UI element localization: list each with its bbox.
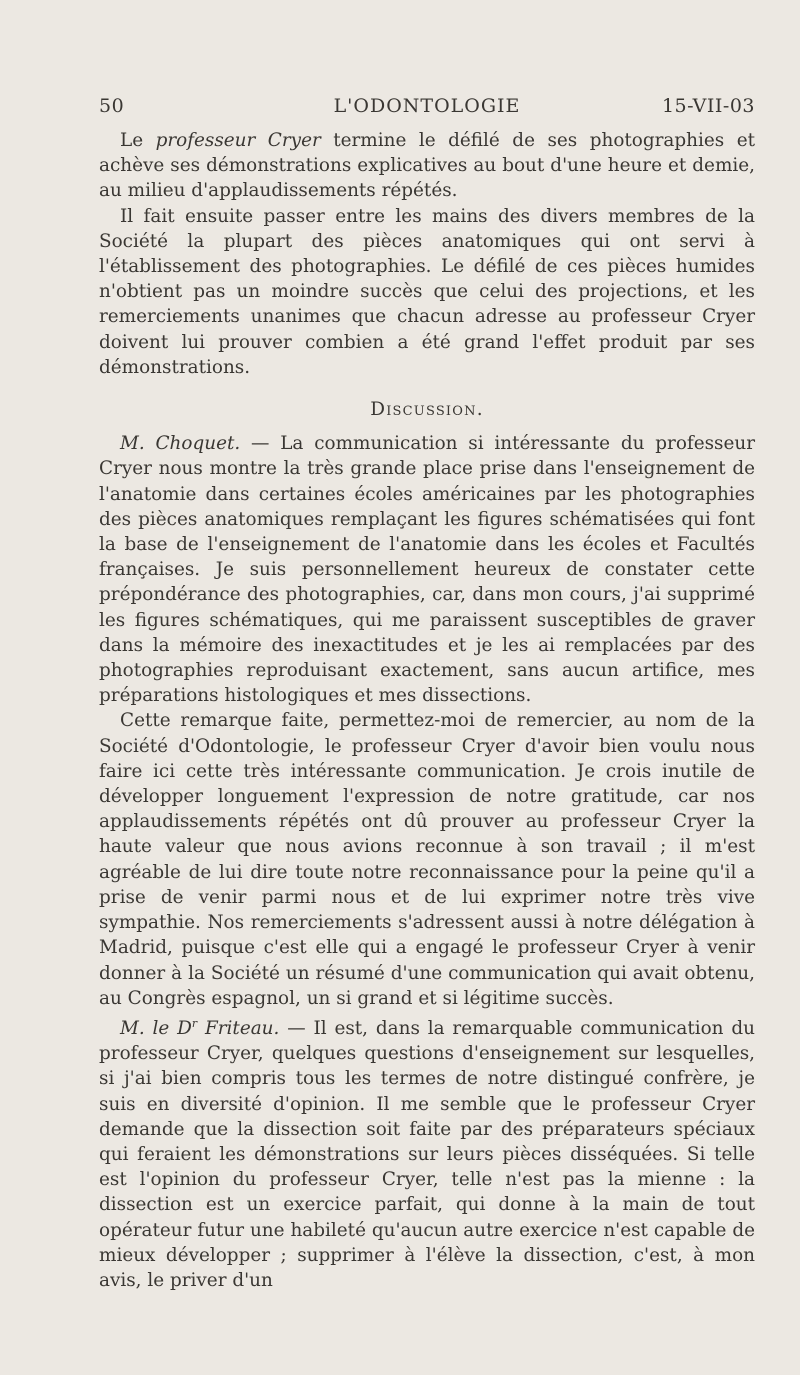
issue-date: 15-VII-03 [661,95,755,117]
speaker-name: M. Choquet. [120,433,241,455]
speaker-superscript: r [191,1016,198,1030]
paragraph-choquet [99,431,755,708]
speaker-surname: Friteau. [197,1017,280,1039]
speaker-name: professeur Cryer [155,130,321,151]
section-heading: Discussion. [370,399,484,421]
paragraph-text: Cette remarque faite, permettez-moi de remercier, au nom de la Société d'Odontologie, le professeur Cryer d'avoir bien voulu nous faire ici cette très intéressante communication. Je crois inutile de développer longuement l'expression de notre gratitude, car nos applaudissements répétés ont dû prouver au professeur Cryer la haute valeur que nous avions reconnue à son travail ; il m'est agréable de lui dire toute notre reconnaissance pour la peine qu'il a prise de venir parmi nous et de lui exprimer notre très vive sympathie. Nos remerciements s'adressent aussi à notre délégation à Madrid, puisque c'est elle qui a engagé le professeur Cryer à venir donner à la Société un résumé d'une communication qui avait obtenu, au Congrès espagnol, un si grand et si légitime succès. [99,710,755,1009]
paragraph-text: — La communication si intéressante du professeur Cryer nous montre la très grande place prise dans l'enseignement de l'anatomie dans certaines écoles américaines par les photographies des pièces anatomiques remplaçant les figures schématisées qui font la base de l'enseignement de l'anatomie dans les écoles et Facultés françaises. Je suis personnellement heureux de constater cette prépondérance des photographies, car, dans mon cours, j'ai supprimé les figures schématiques, qui me paraissent susceptibles de graver dans la mémoire des inexactitudes et je les ai remplacées par des photographies reproduisant exactement, sans aucun artifice, mes préparations histologiques et mes dissections. [99,433,755,707]
speaker-title: M. le D [120,1017,192,1039]
paragraph-thanks [99,708,755,1010]
paragraph-friteau [99,1011,755,1293]
page-number: 50 [99,95,125,117]
journal-title: L'ODONTOLOGIE [333,95,521,117]
paragraph-conclusion [99,128,755,204]
speaker-name [120,1018,279,1039]
running-header [99,95,755,125]
paragraph-text: termine le défilé de ses photographies et achève ses démonstrations explicatives au bout d'une heure et demie, au milieu d'applaudissements répétés. [99,130,755,202]
body-text [99,128,755,1293]
paragraph-lead: Le [120,130,156,151]
paragraph-text: Il fait ensuite passer entre les mains des divers membres de la Société la plupart des pièces anatomiques qui ont servi à l'établissement des photographies. Le défilé de ces pièces humides n'obtient pas un moindre succès que celui des projections, et les remerciements unanimes que chacun adresse au professeur Cryer doivent lui prouver combien a été grand l'effet produit par ses démonstrations. [99,205,755,378]
paragraph-specimens [99,204,755,380]
paragraph-text: — Il est, dans la remarquable communication du professeur Cryer, quelques questions d'enseignement sur lesquelles, si j'ai bien compris tous les termes de notre distingué confrère, je suis en diversité d'opinion. Il me semble que le professeur Cryer demande que la dissection soit faite par des préparateurs spéciaux qui feraient les démonstrations sur leurs pièces disséquées. Si telle est l'opinion du professeur Cryer, telle n'est pas la mienne : la dissection est un exercice parfait, qui donne à la main de tout opérateur futur une habileté qu'aucun autre exercice n'est capable de mieux développer ; supprimer à l'élève la dissection, c'est, à mon avis, le priver d'un [99,1017,755,1291]
